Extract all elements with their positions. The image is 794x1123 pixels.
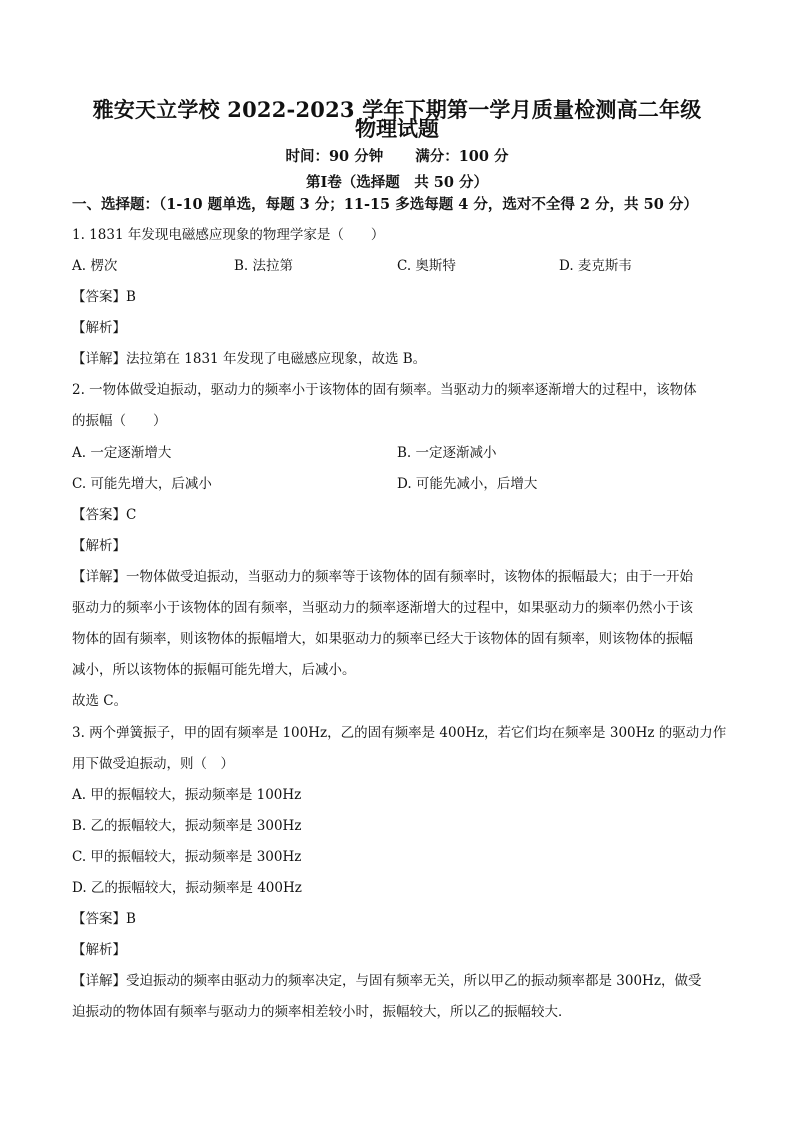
q3-analysis: 【解析】 [72, 942, 126, 958]
q1-answer: 【答案】B [72, 289, 136, 305]
q3-detail-line1: 【详解】受迫振动的频率由驱动力的频率决定，与固有频率无关，所以甲乙的振动频率都是 300Hz，做受 [72, 973, 702, 989]
q3-stem-line2: 用下做受迫振动，则（ ） [72, 756, 234, 772]
q2-stem-line1: 2. 一物体做受迫振动，驱动力的频率小于该物体的固有频率。当驱动力的频率逐渐增大的过程中，该物体 [72, 382, 697, 398]
q3-option-d: D. 乙的振幅较大，振动频率是 400Hz [72, 880, 302, 896]
q2-option-a: A. 一定逐渐增大 [72, 445, 172, 461]
q1-option-b: B. 法拉第 [234, 258, 294, 274]
exam-time: 时间：90 分钟 [285, 148, 384, 165]
q2-option-b: B. 一定逐渐减小 [397, 445, 497, 461]
q2-detail-line2: 驱动力的频率小于该物体的固有频率，当驱动力的频率逐渐增大的过程中，如果驱动力的频率仍然小于该 [72, 600, 693, 616]
q2-analysis: 【解析】 [72, 538, 126, 554]
q2-detail-line3: 物体的固有频率，则该物体的振幅增大，如果驱动力的频率已经大于该物体的固有频率，则该物体的振幅 [72, 631, 693, 647]
q3-answer: 【答案】B [72, 911, 136, 927]
part-title: 第Ⅰ卷（选择题 共 50 分） [305, 174, 489, 191]
subject-title: 物理试题 [355, 116, 439, 141]
q3-option-b: B. 乙的振幅较大，振动频率是 300Hz [72, 818, 302, 834]
q1-stem: 1. 1831 年发现电磁感应现象的物理学家是（ ） [72, 227, 385, 243]
q2-conclusion: 故选 C。 [72, 693, 128, 709]
q2-stem-line2: 的振幅（ ） [72, 413, 167, 429]
q1-option-a: A. 楞次 [72, 258, 118, 274]
q3-stem-line1: 3. 两个弹簧振子，甲的固有频率是 100Hz，乙的固有频率是 400Hz，若它们均在频率是 300Hz 的驱动力作 [72, 725, 727, 741]
q3-option-a: A. 甲的振幅较大，振动频率是 100Hz [72, 787, 302, 803]
q1-option-c: C. 奥斯特 [397, 258, 456, 274]
exam-title: 雅安天立学校 2022-2023 学年下期第一学月质量检测高二年级 [92, 97, 702, 122]
exam-meta [0, 145, 794, 166]
q2-answer: 【答案】C [72, 507, 137, 523]
q2-detail-line1: 【详解】一物体做受迫振动，当驱动力的频率等于该物体的固有频率时，该物体的振幅最大；由于一开始 [72, 569, 693, 585]
q2-detail-line4: 减小，所以该物体的振幅可能先增大，后减小。 [72, 662, 356, 678]
q3-detail-line2: 迫振动的物体固有频率与驱动力的频率相差较小时，振幅较大，所以乙的振幅较大． [72, 1004, 572, 1020]
q1-detail: 【详解】法拉第在 1831 年发现了电磁感应现象，故选 B。 [72, 351, 427, 367]
q3-option-c: C. 甲的振幅较大，振动频率是 300Hz [72, 849, 302, 865]
q1-option-d: D. 麦克斯韦 [559, 258, 632, 274]
exam-score: 满分：100 分 [415, 148, 509, 165]
q1-analysis: 【解析】 [72, 320, 126, 336]
section-heading: 一、选择题：（1-10 题单选，每题 3 分；11-15 多选每题 4 分，选对不全得 2 分，共 50 分） [72, 196, 698, 213]
q2-option-c: C. 可能先增大，后减小 [72, 476, 212, 492]
q2-option-d: D. 可能先减小，后增大 [397, 476, 538, 492]
